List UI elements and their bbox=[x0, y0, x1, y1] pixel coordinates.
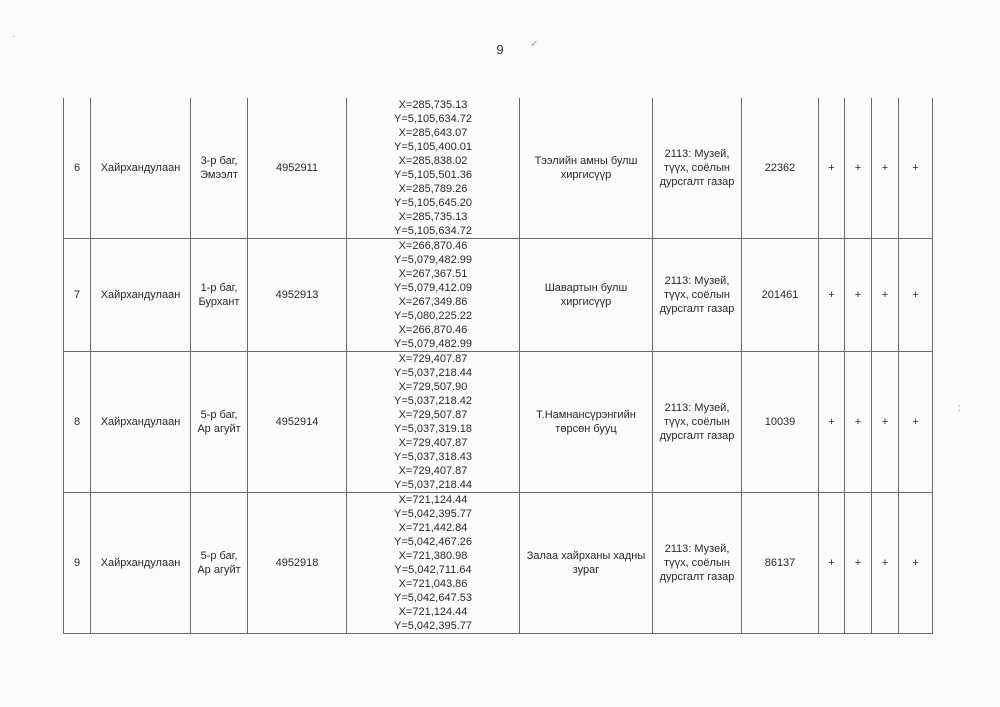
coordinate-line: Y=5,042,395.77 bbox=[394, 620, 472, 632]
coordinate-line: Y=5,042,467.26 bbox=[394, 536, 472, 548]
coordinate-line: X=721,124.44 bbox=[398, 606, 468, 618]
mark-cell: + bbox=[845, 493, 872, 634]
coordinate-line: X=721,043.86 bbox=[398, 578, 468, 590]
object-name-cell: Тээлийн амны булш хиргисүүр bbox=[520, 98, 653, 239]
code-cell: 4952918 bbox=[248, 493, 347, 634]
scan-speck: · bbox=[12, 31, 16, 42]
coordinate-line: Y=5,037,319.18 bbox=[394, 423, 472, 435]
area-cell: 10039 bbox=[742, 352, 819, 493]
coordinate-line: X=721,380.98 bbox=[398, 550, 468, 562]
soum-cell: Хайрхандулаан bbox=[91, 98, 191, 239]
coordinate-line: Y=5,105,501.36 bbox=[394, 169, 472, 181]
coordinate-line: Y=5,079,412.09 bbox=[394, 282, 472, 294]
row-number-cell: 9 bbox=[64, 493, 91, 634]
table-row bbox=[64, 239, 933, 352]
coordinate-line: X=285,735.13 bbox=[398, 99, 468, 111]
soum-cell: Хайрхандулаан bbox=[91, 493, 191, 634]
coordinate-line: Y=5,042,711.64 bbox=[394, 564, 472, 576]
coordinate-line: X=729,407.87 bbox=[398, 465, 468, 477]
coordinate-line: Y=5,037,218.42 bbox=[394, 395, 472, 407]
mark-cell: + bbox=[819, 98, 845, 239]
coordinate-line: Y=5,080,225.22 bbox=[394, 310, 472, 322]
coordinate-line: X=285,643.07 bbox=[398, 127, 468, 139]
coordinates-cell bbox=[347, 98, 520, 239]
table-row bbox=[64, 352, 933, 493]
bag-cell: 1-р баг, Бурхант bbox=[191, 239, 248, 352]
coordinate-line: X=285,735.13 bbox=[398, 211, 468, 223]
category-cell: 2113: Музей, түүх, соёлын дурсгалт газар bbox=[653, 352, 742, 493]
coordinates-cell bbox=[347, 352, 520, 493]
mark-cell: + bbox=[819, 493, 845, 634]
object-name-cell: Шавартын булш хиргисүүр bbox=[520, 239, 653, 352]
page-number: 9 bbox=[496, 42, 504, 57]
coordinate-line: X=285,789.26 bbox=[398, 183, 468, 195]
coordinate-line: Y=5,037,218.44 bbox=[394, 479, 472, 491]
coordinate-line: X=285,838.02 bbox=[398, 155, 468, 167]
row-number-cell: 7 bbox=[64, 239, 91, 352]
row-number-cell: 6 bbox=[64, 98, 91, 239]
mark-cell: + bbox=[899, 493, 933, 634]
mark-cell: + bbox=[819, 352, 845, 493]
coordinates-cell bbox=[347, 239, 520, 352]
coordinate-line: Y=5,037,218.44 bbox=[394, 367, 472, 379]
category-cell: 2113: Музей, түүх, соёлын дурсгалт газар bbox=[653, 98, 742, 239]
coordinate-line: X=729,507.87 bbox=[398, 409, 468, 421]
coordinate-line: Y=5,105,634.72 bbox=[394, 113, 472, 125]
coordinate-line: Y=5,042,395.77 bbox=[394, 508, 472, 520]
coordinate-line: X=729,407.87 bbox=[398, 437, 468, 449]
coordinate-line: X=267,349.86 bbox=[398, 296, 468, 308]
area-cell: 22362 bbox=[742, 98, 819, 239]
mark-cell: + bbox=[845, 239, 872, 352]
coordinate-line: X=721,124.44 bbox=[398, 494, 468, 506]
registry-table bbox=[63, 98, 933, 634]
coordinate-line: X=729,507.90 bbox=[398, 381, 468, 393]
coordinate-line: Y=5,105,634.72 bbox=[394, 225, 472, 237]
object-name-cell: Т.Намнансүрэнгийн төрсөн бууц bbox=[520, 352, 653, 493]
bag-cell: 5-р баг, Ар агуйт bbox=[191, 352, 248, 493]
table-body bbox=[64, 98, 933, 634]
code-cell: 4952911 bbox=[248, 98, 347, 239]
soum-cell: Хайрхандулаан bbox=[91, 352, 191, 493]
category-cell: 2113: Музей, түүх, соёлын дурсгалт газар bbox=[653, 239, 742, 352]
mark-cell: + bbox=[845, 98, 872, 239]
mark-cell: + bbox=[899, 239, 933, 352]
coordinate-line: X=266,870.46 bbox=[398, 240, 468, 252]
mark-cell: + bbox=[872, 239, 899, 352]
table-row bbox=[64, 98, 933, 239]
coordinate-line: Y=5,079,482.99 bbox=[394, 254, 472, 266]
coordinate-line: Y=5,042,647.53 bbox=[394, 592, 472, 604]
mark-cell: + bbox=[899, 352, 933, 493]
coordinate-line: Y=5,105,400.01 bbox=[394, 141, 472, 153]
coordinate-line: Y=5,037,318.43 bbox=[394, 451, 472, 463]
row-number-cell: 8 bbox=[64, 352, 91, 493]
mark-cell: + bbox=[899, 98, 933, 239]
soum-cell: Хайрхандулаан bbox=[91, 239, 191, 352]
coordinate-line: X=721,442.84 bbox=[398, 522, 468, 534]
mark-cell: + bbox=[872, 493, 899, 634]
mark-cell: + bbox=[872, 98, 899, 239]
area-cell: 201461 bbox=[742, 239, 819, 352]
table-row bbox=[64, 493, 933, 634]
object-name-cell: Залаа хайрханы хадны зураг bbox=[520, 493, 653, 634]
bag-cell: 5-р баг, Ар агуйт bbox=[191, 493, 248, 634]
coordinate-line: Y=5,079,482.99 bbox=[394, 338, 472, 350]
area-cell: 86137 bbox=[742, 493, 819, 634]
scan-speck: : bbox=[958, 403, 961, 414]
scan-speck: ✓ bbox=[530, 39, 539, 50]
code-cell: 4952913 bbox=[248, 239, 347, 352]
coordinates-cell bbox=[347, 493, 520, 634]
code-cell: 4952914 bbox=[248, 352, 347, 493]
coordinate-line: X=266,870.46 bbox=[398, 324, 468, 336]
mark-cell: + bbox=[845, 352, 872, 493]
coordinate-line: X=267,367.51 bbox=[398, 268, 468, 280]
bag-cell: 3-р баг, Эмээлт bbox=[191, 98, 248, 239]
coordinate-line: X=729,407.87 bbox=[398, 353, 468, 365]
category-cell: 2113: Музей, түүх, соёлын дурсгалт газар bbox=[653, 493, 742, 634]
mark-cell: + bbox=[872, 352, 899, 493]
coordinate-line: Y=5,105,645.20 bbox=[394, 197, 472, 209]
mark-cell: + bbox=[819, 239, 845, 352]
